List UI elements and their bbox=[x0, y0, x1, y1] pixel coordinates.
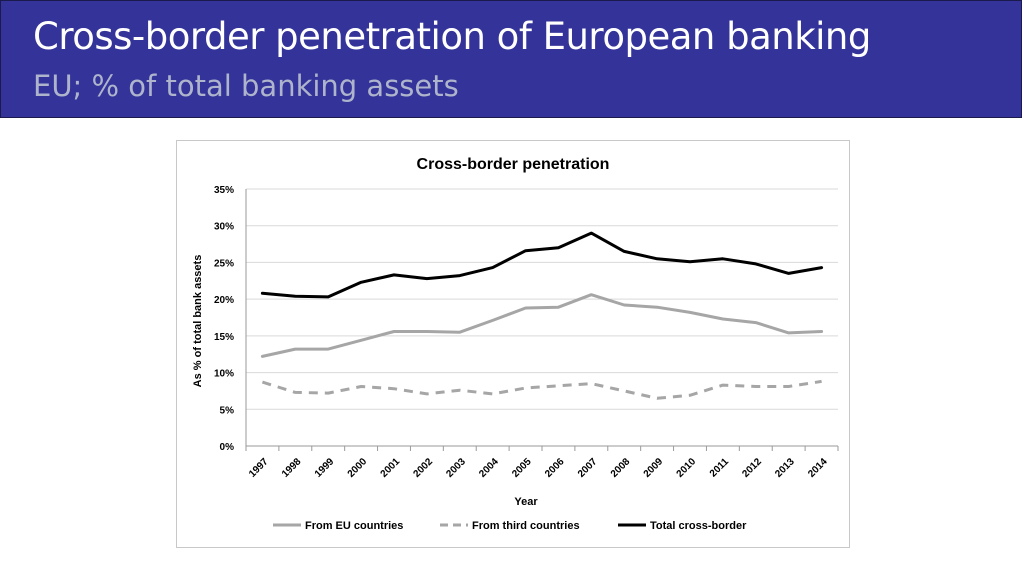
legend bbox=[273, 520, 747, 532]
x-axis-label: Year bbox=[514, 496, 538, 508]
x-tick-label: 1998 bbox=[279, 456, 304, 480]
x-tick-label: 2007 bbox=[575, 456, 600, 480]
slide-title: Cross-border penetration of European banking bbox=[33, 15, 871, 58]
x-tick-label: 2013 bbox=[773, 456, 797, 480]
x-tick-label: 2010 bbox=[674, 456, 699, 480]
gridlines bbox=[246, 189, 838, 446]
x-tick-label: 2009 bbox=[641, 456, 666, 480]
line-chart bbox=[177, 141, 849, 547]
y-tick-label: 15% bbox=[213, 331, 234, 343]
series-line-0 bbox=[262, 295, 821, 357]
slide-subtitle: EU; % of total banking assets bbox=[33, 69, 459, 103]
x-tick-label: 2002 bbox=[411, 456, 436, 480]
x-tick-label: 2004 bbox=[477, 456, 501, 480]
y-axis-ticks bbox=[214, 185, 234, 453]
slide-header bbox=[0, 0, 1022, 118]
x-tick-label: 2003 bbox=[444, 456, 468, 480]
x-tick-label: 2011 bbox=[707, 456, 732, 480]
x-tick-label: 2012 bbox=[740, 456, 764, 480]
series-line-2 bbox=[262, 233, 821, 297]
x-tick-label: 2005 bbox=[510, 456, 534, 480]
y-tick-label: 30% bbox=[213, 221, 234, 233]
chart-frame bbox=[176, 140, 850, 548]
y-tick-label: 10% bbox=[213, 368, 234, 380]
x-tick-label: 2008 bbox=[608, 456, 633, 480]
x-tick-label: 2000 bbox=[345, 456, 370, 480]
legend-label: Total cross-border bbox=[650, 520, 747, 532]
y-tick-label: 25% bbox=[213, 258, 234, 270]
legend-label: From third countries bbox=[472, 520, 580, 532]
series-line-1 bbox=[262, 381, 821, 398]
y-tick-label: 20% bbox=[213, 295, 234, 307]
y-axis-label: As % of total bank assets bbox=[192, 254, 204, 388]
chart-title: Cross-border penetration bbox=[416, 156, 610, 173]
legend-label: From EU countries bbox=[305, 520, 404, 532]
x-tick-label: 2006 bbox=[543, 456, 567, 480]
x-axis-ticks bbox=[246, 446, 838, 480]
x-tick-label: 1997 bbox=[247, 456, 271, 480]
y-tick-label: 0% bbox=[219, 442, 234, 453]
x-tick-label: 1999 bbox=[312, 456, 337, 480]
series-lines bbox=[262, 233, 821, 398]
x-tick-label: 2014 bbox=[806, 456, 830, 480]
x-tick-label: 2001 bbox=[378, 456, 403, 480]
y-tick-label: 5% bbox=[219, 405, 234, 417]
y-tick-label: 35% bbox=[213, 185, 234, 196]
